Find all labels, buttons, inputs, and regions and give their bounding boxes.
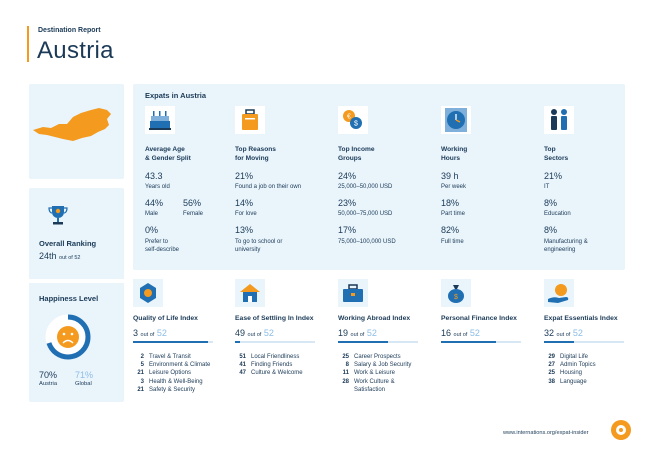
index-settling-of: out of [247,332,262,338]
list-item [544,378,596,386]
col-sectors-title-line2: Sectors [544,155,569,162]
list-item-rank: 2 [140,354,144,360]
reason-3-label [235,238,282,254]
helping-hand-icon [544,279,574,307]
col-age-title-line1: Average Age [145,146,185,153]
birthday-cake-icon [145,106,175,134]
index-working-bar-fill [338,341,388,343]
country-map-panel [29,84,124,179]
other-gender-label-2: self-describe [145,247,180,253]
list-item [338,369,411,377]
list-item-rank: 21 [137,370,144,377]
reason-3-value: 13% [235,225,254,235]
list-item [338,378,411,386]
col-sectors-title-line1: Top [544,146,556,153]
list-item-label: Work & Leisure [354,370,395,377]
sector-3-label-line1: Manufacturing & [544,239,588,245]
sector-3-label [544,238,588,254]
sector-1-label: IT [544,184,550,190]
list-item-rank: 11 [342,370,349,377]
index-finance-bar-fill [441,341,496,343]
list-item-rank: 3 [140,378,144,385]
list-item-rank: 28 [342,378,349,385]
sector-1-value: 21% [544,171,563,181]
happiness-austria-label: Austria [39,381,58,387]
list-item-label: Digital Life [560,354,589,360]
sector-3-value: 8% [544,225,558,235]
index-essentials-bar [544,341,624,343]
income-3-label: 75,000–100,000 USD [338,239,396,245]
list-item [235,369,303,377]
list-item [544,353,596,361]
list-item [338,386,411,394]
sector-2-value: 8% [544,198,558,208]
reason-2-label: For love [235,211,257,217]
ranking-number: 24th [39,251,57,261]
footer-url-link[interactable]: www.internations.org/expat-insider [503,430,589,436]
income-2-value: 23% [338,198,357,208]
index-finance-total: 52 [469,328,480,338]
logo-center-dot [619,428,623,432]
index-essentials-of: out of [556,332,571,338]
briefcase-icon [338,279,368,307]
index-working-score [338,328,377,338]
index-finance-of: out of [453,332,468,338]
list-item [544,369,596,377]
ranking-suffix: out of 52 [59,255,81,261]
list-item-rank: 8 [345,362,349,369]
income-3-value: 17% [338,225,357,235]
sector-3-label-line2: engineering [544,247,576,253]
index-quality-score [133,328,167,338]
list-item [133,353,210,361]
list-item-rank: 47 [239,370,246,377]
index-quality-total: 52 [156,328,167,338]
index-finance-score [441,328,480,338]
list-item-label: Health & Well-Being [149,378,203,385]
list-item-label: Salary & Job Security [354,362,412,369]
happiness-global-label: Global [75,381,92,387]
happiness-global-value: 71% [75,370,94,380]
other-gender-label [145,238,179,254]
list-item-label: Admin Topics [560,362,596,369]
overall-ranking-label: Overall Ranking [39,239,97,248]
list-item-rank: 29 [548,354,555,360]
hours-1-label: Per week [441,184,467,190]
people-icon [544,106,574,134]
reason-3-label-line2: university [235,247,261,253]
index-finance-bar [441,341,521,343]
col-hours-title [441,145,467,163]
index-settling-list [235,353,303,378]
index-working-list [338,353,411,394]
income-2-label: 50,000–75,000 USD [338,211,393,217]
index-settling-score [235,328,274,338]
col-income-title-line2: Groups [338,155,362,162]
reason-1-value: 21% [235,171,254,181]
index-essentials-title: Expat Essentials Index [544,315,618,322]
index-quality-of: out of [140,332,155,338]
happiness-austria-value: 70% [39,370,58,380]
list-item-rank: 41 [239,362,246,369]
list-item-rank: 21 [137,386,144,393]
col-reasons-title-line2: for Moving [235,155,269,162]
other-gender-value: 0% [145,225,159,235]
index-quality-title: Quality of Life Index [133,315,198,322]
page-title: Austria [37,37,114,64]
index-quality-list [133,353,210,394]
hours-3-value: 82% [441,225,460,235]
avg-age-label: Years old [145,184,170,190]
happiness-level-label: Happiness Level [39,294,99,303]
index-settling-rank: 49 [235,328,246,338]
index-working-rank: 19 [338,328,349,338]
happiness-ring [44,313,92,361]
quality-badge-icon [133,279,163,307]
sad-face-icon [57,326,79,348]
coins-icon [338,106,368,134]
house-icon [235,279,265,307]
list-item-rank: 25 [548,370,555,377]
index-essentials-score [544,328,583,338]
suitcase-icon [235,106,265,134]
list-item-label: Local Friendliness [251,354,300,360]
index-settling-bar-fill [235,341,240,343]
col-reasons-title-line1: Top Reasons [235,146,276,153]
list-item [235,353,303,361]
index-quality-bar [133,341,213,343]
index-working-of: out of [350,332,365,338]
col-reasons-title [235,145,276,163]
trophy-icon [45,202,71,228]
index-working-total: 52 [366,328,377,338]
index-essentials-bar-fill [544,341,574,343]
index-working-bar [338,341,418,343]
list-item-rank: 27 [548,362,555,369]
expats-panel-title: Expats in Austria [145,91,206,100]
list-item-label: Work Culture & [354,378,395,385]
index-finance-rank: 16 [441,328,452,338]
index-settling-title: Ease of Settling In Index [235,315,314,322]
col-hours-title-line2: Hours [441,155,461,162]
svg-text:€: € [347,113,351,121]
hours-1-value: 39 h [441,171,459,181]
list-item [133,361,210,369]
report-subtitle: Destination Report [38,27,101,34]
austria-map-icon [29,84,124,179]
list-item-label: Travel & Transit [149,354,191,360]
list-item-label: Safety & Security [149,386,196,393]
reason-1-label: Found a job on their own [235,184,302,190]
col-income-title-line1: Top Income [338,146,375,153]
list-item [338,361,411,369]
list-item-label: Environment & Climate [149,362,211,369]
panel-divider [29,279,124,283]
list-item [338,353,411,361]
list-item-label: Career Prospects [354,354,401,360]
female-label: Female [183,211,204,217]
index-working-title: Working Abroad Index [338,315,411,322]
svg-text:$: $ [454,294,458,301]
col-sectors-title [544,145,568,163]
header-accent-bar [27,26,29,62]
reason-3-label-line1: To go to school or [235,239,283,245]
col-hours-title-line1: Working [441,146,468,153]
list-item-label: Housing [560,370,583,377]
list-item-rank: 25 [342,354,349,360]
list-item-rank: 51 [239,354,246,360]
hours-2-value: 18% [441,198,460,208]
income-1-label: 25,000–50,000 USD [338,184,393,190]
clock-icon [441,106,471,134]
index-essentials-total: 52 [572,328,583,338]
list-item [544,361,596,369]
index-quality-rank: 3 [133,328,139,338]
index-finance-title: Personal Finance Index [441,315,517,322]
reason-2-value: 14% [235,198,254,208]
hours-2-label: Part time [441,211,466,217]
index-essentials-list [544,353,596,386]
list-item [235,361,303,369]
list-item-label: Leisure Options [149,370,192,377]
col-age-title-line2: & Gender Split [145,155,191,162]
index-settling-bar [235,341,315,343]
index-settling-total: 52 [263,328,274,338]
list-item [133,369,210,377]
avg-age-value: 43.3 [145,171,163,181]
list-item [133,378,210,386]
female-value: 56% [183,198,202,208]
list-item-rank: 38 [548,378,555,385]
other-gender-label-1: Prefer to [145,239,169,245]
male-value: 44% [145,198,164,208]
list-item-label: Language [560,378,587,385]
col-income-title [338,145,375,163]
index-quality-bar-fill [133,341,208,343]
sector-2-label: Education [544,211,571,217]
male-label: Male [145,211,159,217]
hours-3-label: Full time [441,239,464,245]
list-item-label-continued: Satisfaction [354,386,386,393]
income-1-value: 24% [338,171,357,181]
col-age-title [145,145,191,163]
list-item [133,386,210,394]
list-item-label: Finding Friends [251,362,293,369]
index-essentials-rank: 32 [544,328,555,338]
list-item-label: Culture & Welcome [251,370,303,377]
money-bag-icon [441,279,471,307]
svg-text:$: $ [354,120,358,128]
overall-ranking-value [39,251,80,261]
list-item-rank: 5 [140,362,144,369]
